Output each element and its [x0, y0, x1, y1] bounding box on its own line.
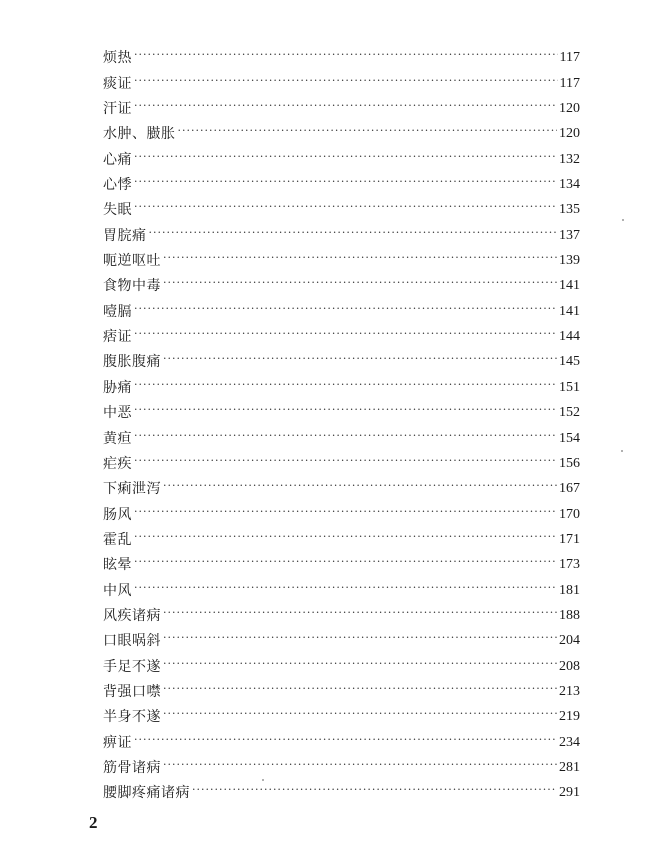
- toc-dot-leader: [134, 528, 557, 546]
- toc-dot-leader: [134, 503, 557, 521]
- toc-dot-leader: [134, 148, 557, 166]
- toc-entry[interactable]: [103, 67, 580, 92]
- toc-entry-title: 眩晕: [103, 557, 132, 574]
- toc-dot-leader: [163, 680, 557, 698]
- toc-entry-title: 肠风: [103, 506, 132, 523]
- toc-entry-page: 173: [559, 557, 580, 573]
- toc-entry[interactable]: [103, 777, 580, 802]
- toc-entry-title: 中风: [103, 582, 132, 599]
- toc-dot-leader: [163, 705, 557, 723]
- toc-dot-leader: [192, 781, 557, 799]
- toc-entry-title: 汗证: [103, 101, 132, 118]
- toc-dot-leader: [134, 579, 557, 597]
- toc-dot-leader: [134, 427, 557, 445]
- toc-entry-page: 281: [559, 759, 580, 775]
- toc-entry-page: 213: [559, 683, 580, 699]
- toc-entry-title: 心痛: [103, 151, 132, 168]
- toc-dot-leader: [178, 122, 558, 140]
- toc-dot-leader: [134, 325, 557, 343]
- toc-entry-title: 痹证: [103, 734, 132, 751]
- toc-entry-title: 腰脚疼痛诸病: [103, 785, 190, 802]
- toc-entry-page: 137: [559, 227, 580, 243]
- toc-entry-title: 水肿、臌胀: [103, 126, 176, 143]
- toc-dot-leader: [134, 72, 558, 90]
- toc-entry-page: 156: [559, 455, 580, 471]
- toc-entry-page: 135: [559, 202, 580, 218]
- toc-entry[interactable]: [103, 42, 580, 67]
- toc-entry[interactable]: [103, 549, 580, 574]
- toc-entry[interactable]: [103, 625, 580, 650]
- toc-entry[interactable]: [103, 752, 580, 777]
- toc-dot-leader: [163, 477, 557, 495]
- toc-dot-leader: [134, 46, 558, 64]
- toc-entry[interactable]: [103, 118, 580, 143]
- toc-entry-page: 219: [559, 709, 580, 725]
- toc-entry-title: 烦热: [103, 50, 132, 67]
- toc-entry[interactable]: [103, 346, 580, 371]
- toc-entry-title: 筋骨诸病: [103, 759, 161, 776]
- toc-entry-title: 口眼㖞斜: [103, 633, 161, 650]
- toc-entry-page: 117: [559, 50, 580, 66]
- toc-entry-title: 食物中毒: [103, 278, 161, 295]
- toc-entry-page: 291: [559, 785, 580, 801]
- toc-entry-page: 167: [559, 481, 580, 497]
- toc-entry-title: 风疾诸病: [103, 607, 161, 624]
- toc-dot-leader: [134, 452, 557, 470]
- toc-entry-title: 腹胀腹痛: [103, 354, 161, 371]
- toc-dot-leader: [134, 731, 557, 749]
- toc-entry[interactable]: [103, 397, 580, 422]
- toc-entry-title: 呃逆呕吐: [103, 253, 161, 270]
- toc-entry-page: 170: [559, 506, 580, 522]
- toc-entry[interactable]: [103, 726, 580, 751]
- toc-entry-title: 黄疸: [103, 430, 132, 447]
- toc-entry[interactable]: [103, 448, 580, 473]
- toc-entry-title: 背强口噤: [103, 683, 161, 700]
- toc-entry-title: 手足不遂: [103, 658, 161, 675]
- toc-dot-leader: [163, 274, 557, 292]
- toc-entry-title: 疟疾: [103, 455, 132, 472]
- toc-dot-leader: [163, 350, 557, 368]
- toc-entry-page: 120: [559, 126, 580, 142]
- toc-entry-title: 心悸: [103, 177, 132, 194]
- table-of-contents: [103, 42, 580, 802]
- toc-entry[interactable]: [103, 270, 580, 295]
- toc-entry[interactable]: [103, 473, 580, 498]
- toc-entry-page: 204: [559, 633, 580, 649]
- toc-entry[interactable]: [103, 524, 580, 549]
- toc-entry[interactable]: [103, 701, 580, 726]
- toc-entry[interactable]: [103, 650, 580, 675]
- toc-entry-title: 下痢泄泻: [103, 481, 161, 498]
- toc-entry-title: 胃脘痛: [103, 227, 147, 244]
- toc-entry-page: 144: [559, 329, 580, 345]
- toc-dot-leader: [134, 300, 557, 318]
- toc-entry-page: 188: [559, 607, 580, 623]
- toc-entry-page: 234: [559, 734, 580, 750]
- scan-speck: [622, 219, 624, 221]
- toc-entry[interactable]: [103, 194, 580, 219]
- toc-dot-leader: [163, 249, 557, 267]
- toc-dot-leader: [163, 655, 557, 673]
- toc-entry-page: 145: [559, 354, 580, 370]
- toc-dot-leader: [149, 224, 558, 242]
- toc-entry-title: 痞证: [103, 329, 132, 346]
- toc-entry-title: 霍乱: [103, 531, 132, 548]
- toc-entry[interactable]: [103, 498, 580, 523]
- toc-entry-page: 154: [559, 430, 580, 446]
- toc-entry-page: 208: [559, 658, 580, 674]
- scan-speck: [621, 450, 623, 452]
- toc-entry-page: 134: [559, 177, 580, 193]
- toc-entry-page: 132: [559, 151, 580, 167]
- toc-entry-title: 半身不遂: [103, 709, 161, 726]
- page-number: 2: [89, 813, 98, 832]
- toc-entry-page: 181: [559, 582, 580, 598]
- toc-entry[interactable]: [103, 574, 580, 599]
- toc-dot-leader: [134, 401, 557, 419]
- toc-dot-leader: [163, 629, 557, 647]
- toc-entry[interactable]: [103, 676, 580, 701]
- toc-entry-page: 152: [559, 405, 580, 421]
- toc-entry[interactable]: [103, 169, 580, 194]
- toc-entry-page: 141: [559, 278, 580, 294]
- toc-entry[interactable]: [103, 295, 580, 320]
- toc-entry-page: 139: [559, 253, 580, 269]
- toc-entry-page: 117: [559, 75, 580, 91]
- scan-speck: [262, 779, 264, 781]
- toc-entry[interactable]: [103, 143, 580, 168]
- toc-entry-title: 中恶: [103, 405, 132, 422]
- toc-dot-leader: [134, 173, 557, 191]
- toc-entry[interactable]: [103, 371, 580, 396]
- toc-entry-title: 失眠: [103, 202, 132, 219]
- toc-entry-title: 噎膈: [103, 303, 132, 320]
- toc-entry-page: 120: [559, 101, 580, 117]
- toc-dot-leader: [163, 604, 557, 622]
- toc-dot-leader: [134, 97, 557, 115]
- toc-entry-title: 痰证: [103, 75, 132, 92]
- toc-dot-leader: [134, 198, 557, 216]
- toc-dot-leader: [163, 756, 557, 774]
- toc-entry[interactable]: [103, 321, 580, 346]
- toc-dot-leader: [134, 553, 557, 571]
- toc-entry[interactable]: [103, 219, 580, 244]
- toc-entry[interactable]: [103, 93, 580, 118]
- toc-entry[interactable]: [103, 422, 580, 447]
- toc-entry[interactable]: [103, 245, 580, 270]
- toc-entry-page: 171: [559, 531, 580, 547]
- toc-entry-page: 151: [559, 379, 580, 395]
- toc-entry-title: 胁痛: [103, 379, 132, 396]
- toc-entry[interactable]: [103, 600, 580, 625]
- toc-entry-page: 141: [559, 303, 580, 319]
- toc-dot-leader: [134, 376, 557, 394]
